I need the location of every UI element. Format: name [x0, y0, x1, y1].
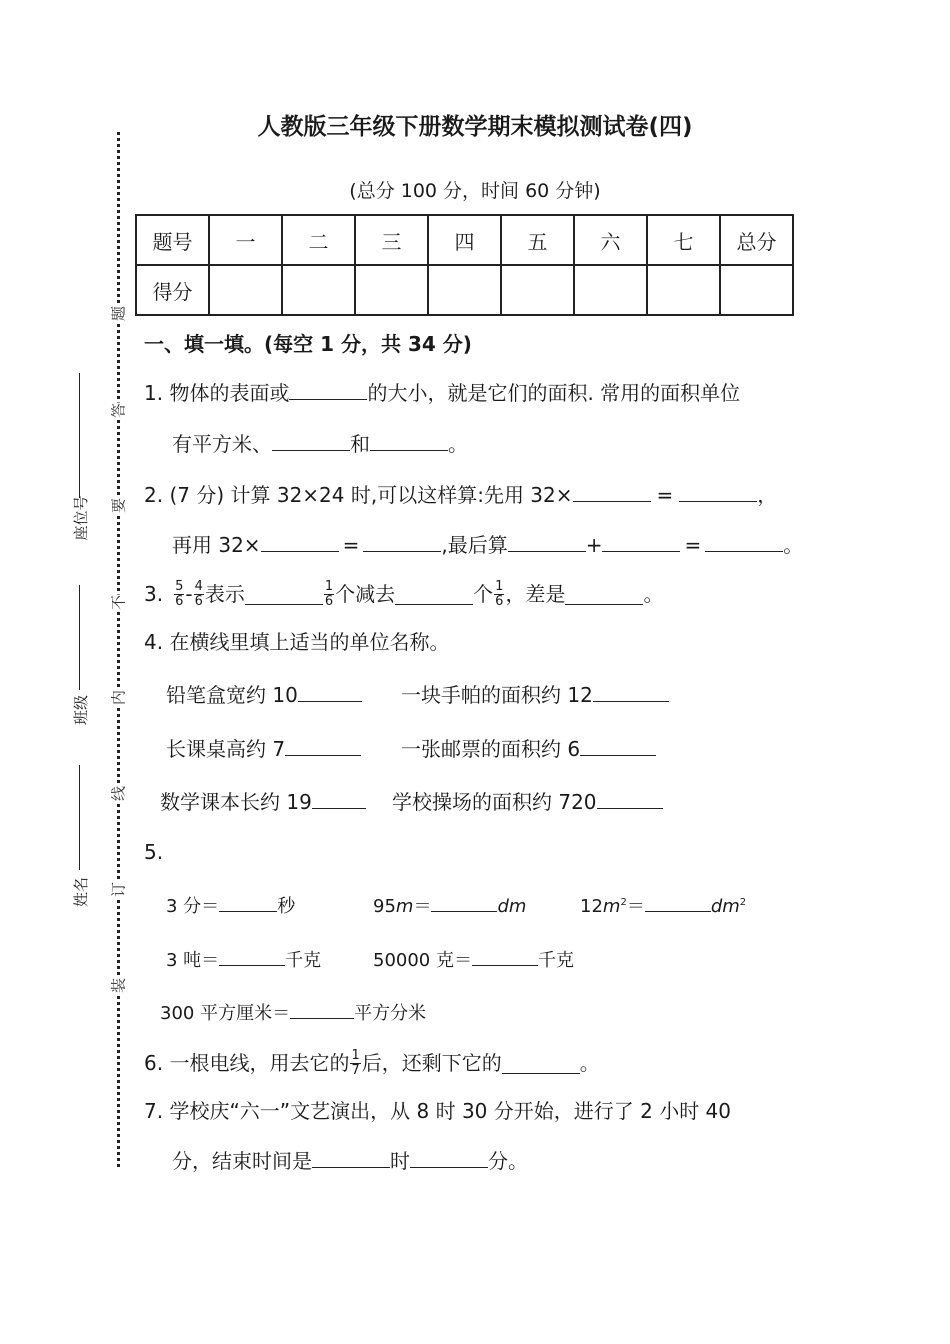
numerator: 4: [194, 578, 203, 594]
denominator: 6: [175, 593, 184, 609]
q5-text: 3 分＝: [166, 896, 220, 917]
score-header-cell: 题号: [136, 215, 209, 265]
score-header-cell: 三: [355, 215, 428, 265]
question-4-row-1-right: [401, 681, 669, 709]
question-5-item-a: [166, 892, 295, 918]
question-2-line-2: [172, 531, 803, 559]
score-cell[interactable]: [209, 265, 282, 315]
q3-text: 个: [473, 582, 494, 606]
q4-text: 一块手帕的面积约 12: [401, 683, 593, 707]
q7-text: 分。: [488, 1149, 528, 1173]
q6-text: 6. 一根电线，用去它的: [144, 1051, 350, 1075]
question-5-item-f: [160, 999, 426, 1025]
q5-text: 平方分米: [354, 1003, 427, 1024]
denominator: 6: [194, 593, 203, 609]
question-7-line-2: [172, 1147, 528, 1175]
answer-blank[interactable]: [705, 531, 783, 552]
question-3: [144, 574, 663, 614]
equals-sign: =: [684, 533, 702, 557]
seat-number-line[interactable]: [79, 373, 80, 498]
question-4-stem: 4. 在横线里填上适当的单位名称。: [144, 630, 450, 654]
q5-superscript: 2: [739, 897, 747, 908]
page-subtitle: (总分 100 分，时间 60 分钟): [349, 180, 601, 202]
score-cell[interactable]: [501, 265, 574, 315]
plus-sign: +: [585, 533, 603, 557]
q3-text: 个减去: [335, 582, 396, 606]
q5-text: 300 平方厘米＝: [160, 1003, 291, 1024]
question-4-row-1-left: [166, 681, 362, 709]
score-cell[interactable]: [282, 265, 355, 315]
q5-text: 95: [373, 896, 396, 917]
denominator: 6: [324, 593, 334, 609]
score-header-cell: 六: [574, 215, 647, 265]
fraction: [174, 580, 184, 609]
numerator: 1: [495, 578, 504, 594]
q6-text: 。: [579, 1051, 600, 1075]
binding-char-5: 内: [109, 690, 128, 706]
name-label: 姓名: [72, 877, 90, 908]
page-title: 人教版三年级下册数学期末模拟测试卷(四): [257, 114, 693, 140]
q5-text: 千克: [537, 950, 574, 971]
q4-text: 铅笔盒宽约 10: [166, 683, 298, 707]
answer-blank[interactable]: [645, 893, 711, 912]
section-1-heading: 一、填一填。(每空 1 分，共 34 分): [144, 332, 472, 356]
score-header-cell: 一: [209, 215, 282, 265]
class-line[interactable]: [79, 585, 80, 690]
answer-blank[interactable]: [472, 947, 538, 966]
question-4-row-2-right: [401, 735, 656, 763]
answer-blank[interactable]: [219, 893, 277, 912]
q2-text: ，: [757, 483, 778, 507]
q5-unit: dm: [710, 896, 740, 917]
q2-text: 2. (7 分) 计算 32×24 时,可以这样算:先用 32×: [144, 483, 573, 507]
answer-blank[interactable]: [597, 788, 663, 809]
q4-text: 一张邮票的面积约 6: [401, 737, 581, 761]
answer-blank[interactable]: [289, 379, 367, 400]
score-header-cell: 五: [501, 215, 574, 265]
binding-char-6: 线: [109, 786, 128, 802]
question-2-line-1: [144, 481, 777, 509]
score-cell[interactable]: [355, 265, 428, 315]
question-5-item-e: [373, 946, 574, 972]
answer-blank[interactable]: [395, 584, 473, 605]
q3-number: 3.: [144, 582, 164, 606]
binding-char-1: 题: [109, 306, 128, 322]
denominator: 6: [495, 593, 504, 609]
q5-text: 12: [580, 896, 603, 917]
binding-char-2: 答: [109, 403, 128, 419]
question-7-line-1: 7. 学校庆“六一”文艺演出，从 8 时 30 分开始，进行了 2 小时 40: [144, 1099, 732, 1123]
minus-sign: -: [185, 582, 193, 606]
score-cell[interactable]: [720, 265, 793, 315]
answer-blank[interactable]: [593, 681, 669, 702]
q1-text: 有平方米、: [172, 432, 272, 456]
question-5-item-b: [373, 892, 526, 918]
numerator: 5: [175, 578, 184, 594]
q2-text: ,最后算: [441, 533, 508, 557]
q5-text: 秒: [277, 896, 296, 917]
equals-sign: =: [656, 483, 674, 507]
q5-text: ＝: [626, 896, 645, 917]
question-4-row-3-left: [160, 788, 366, 816]
q5-text: 3 吨＝: [166, 950, 220, 971]
q1-text: 的大小，就是它们的面积. 常用的面积单位: [367, 381, 741, 405]
answer-blank[interactable]: [290, 1000, 354, 1019]
score-table-header-row: [136, 215, 793, 265]
score-header-cell: 二: [282, 215, 355, 265]
class-label: 班级: [72, 695, 90, 726]
question-5-item-d: [166, 946, 321, 972]
q3-text: ，差是: [505, 582, 566, 606]
q4-text: 长课桌高约 7: [166, 737, 286, 761]
fraction: [194, 580, 204, 609]
q4-text: 学校操场的面积约 720: [392, 790, 597, 814]
q3-text: 表示: [204, 582, 245, 606]
answer-blank[interactable]: [508, 531, 586, 552]
answer-blank[interactable]: [285, 735, 361, 756]
answer-blank[interactable]: [431, 893, 497, 912]
answer-blank[interactable]: [272, 430, 350, 451]
binding-char-7: 订: [109, 882, 128, 898]
question-5-item-c: [580, 892, 746, 918]
answer-blank[interactable]: [502, 1053, 580, 1074]
answer-blank[interactable]: [312, 1147, 390, 1168]
q5-text: ＝: [413, 896, 432, 917]
question-4-row-2-left: [166, 735, 361, 763]
question-1-line-2: [172, 430, 468, 458]
q5-unit: m: [395, 896, 414, 917]
q1-text: 和: [350, 432, 370, 456]
q5-unit: m: [602, 896, 621, 917]
numerator: 1: [351, 1047, 360, 1063]
q1-text: 。: [448, 432, 468, 456]
score-header-cell: 四: [428, 215, 501, 265]
score-row-label: 得分: [136, 265, 209, 315]
question-6: [144, 1040, 600, 1086]
fraction: [350, 1049, 360, 1078]
answer-blank[interactable]: [370, 430, 448, 451]
numerator: 1: [324, 578, 334, 594]
binding-dotted-line: [117, 132, 120, 1167]
question-5-number: 5.: [144, 840, 164, 864]
answer-blank[interactable]: [580, 735, 656, 756]
q4-text: 数学课本长约 19: [160, 790, 312, 814]
equals-sign: =: [342, 533, 360, 557]
answer-blank[interactable]: [573, 481, 651, 502]
answer-blank[interactable]: [219, 947, 285, 966]
q2-text: 。: [783, 533, 804, 557]
q5-text: 千克: [285, 950, 322, 971]
answer-blank[interactable]: [363, 531, 441, 552]
question-4-row-3-right: [392, 788, 663, 816]
score-cell[interactable]: [574, 265, 647, 315]
binding-char-3: 要: [109, 498, 128, 514]
q5-unit: dm: [497, 896, 527, 917]
binding-char-8: 装: [109, 978, 128, 994]
score-header-cell: 总分: [720, 215, 793, 265]
q2-text: 再用 32×: [172, 533, 261, 557]
q1-text: 1. 物体的表面或: [144, 381, 290, 405]
fraction: [494, 580, 504, 609]
q7-text: 分，结束时间是: [172, 1149, 312, 1173]
seat-number-label: 座位号: [72, 495, 90, 541]
answer-blank[interactable]: [565, 584, 643, 605]
answer-blank[interactable]: [602, 531, 680, 552]
fraction: [324, 580, 334, 609]
answer-blank[interactable]: [312, 788, 366, 809]
answer-blank[interactable]: [245, 584, 323, 605]
score-table: [135, 214, 794, 316]
score-cell[interactable]: [647, 265, 720, 315]
name-line[interactable]: [79, 765, 80, 870]
denominator: 7: [351, 1062, 360, 1078]
answer-blank[interactable]: [410, 1147, 488, 1168]
score-header-cell: 七: [647, 215, 720, 265]
q5-superscript: 2: [620, 897, 627, 908]
score-cell[interactable]: [428, 265, 501, 315]
answer-blank[interactable]: [298, 681, 362, 702]
q3-text: 。: [643, 582, 664, 606]
score-table-score-row: [136, 265, 793, 315]
binding-char-4: 不: [109, 595, 128, 611]
q5-text: 50000 克＝: [373, 950, 472, 971]
answer-blank[interactable]: [261, 531, 339, 552]
q7-text: 时: [390, 1149, 410, 1173]
answer-blank[interactable]: [679, 481, 757, 502]
question-1-line-1: [144, 379, 740, 407]
q6-text: 后，还剩下它的: [361, 1051, 502, 1075]
